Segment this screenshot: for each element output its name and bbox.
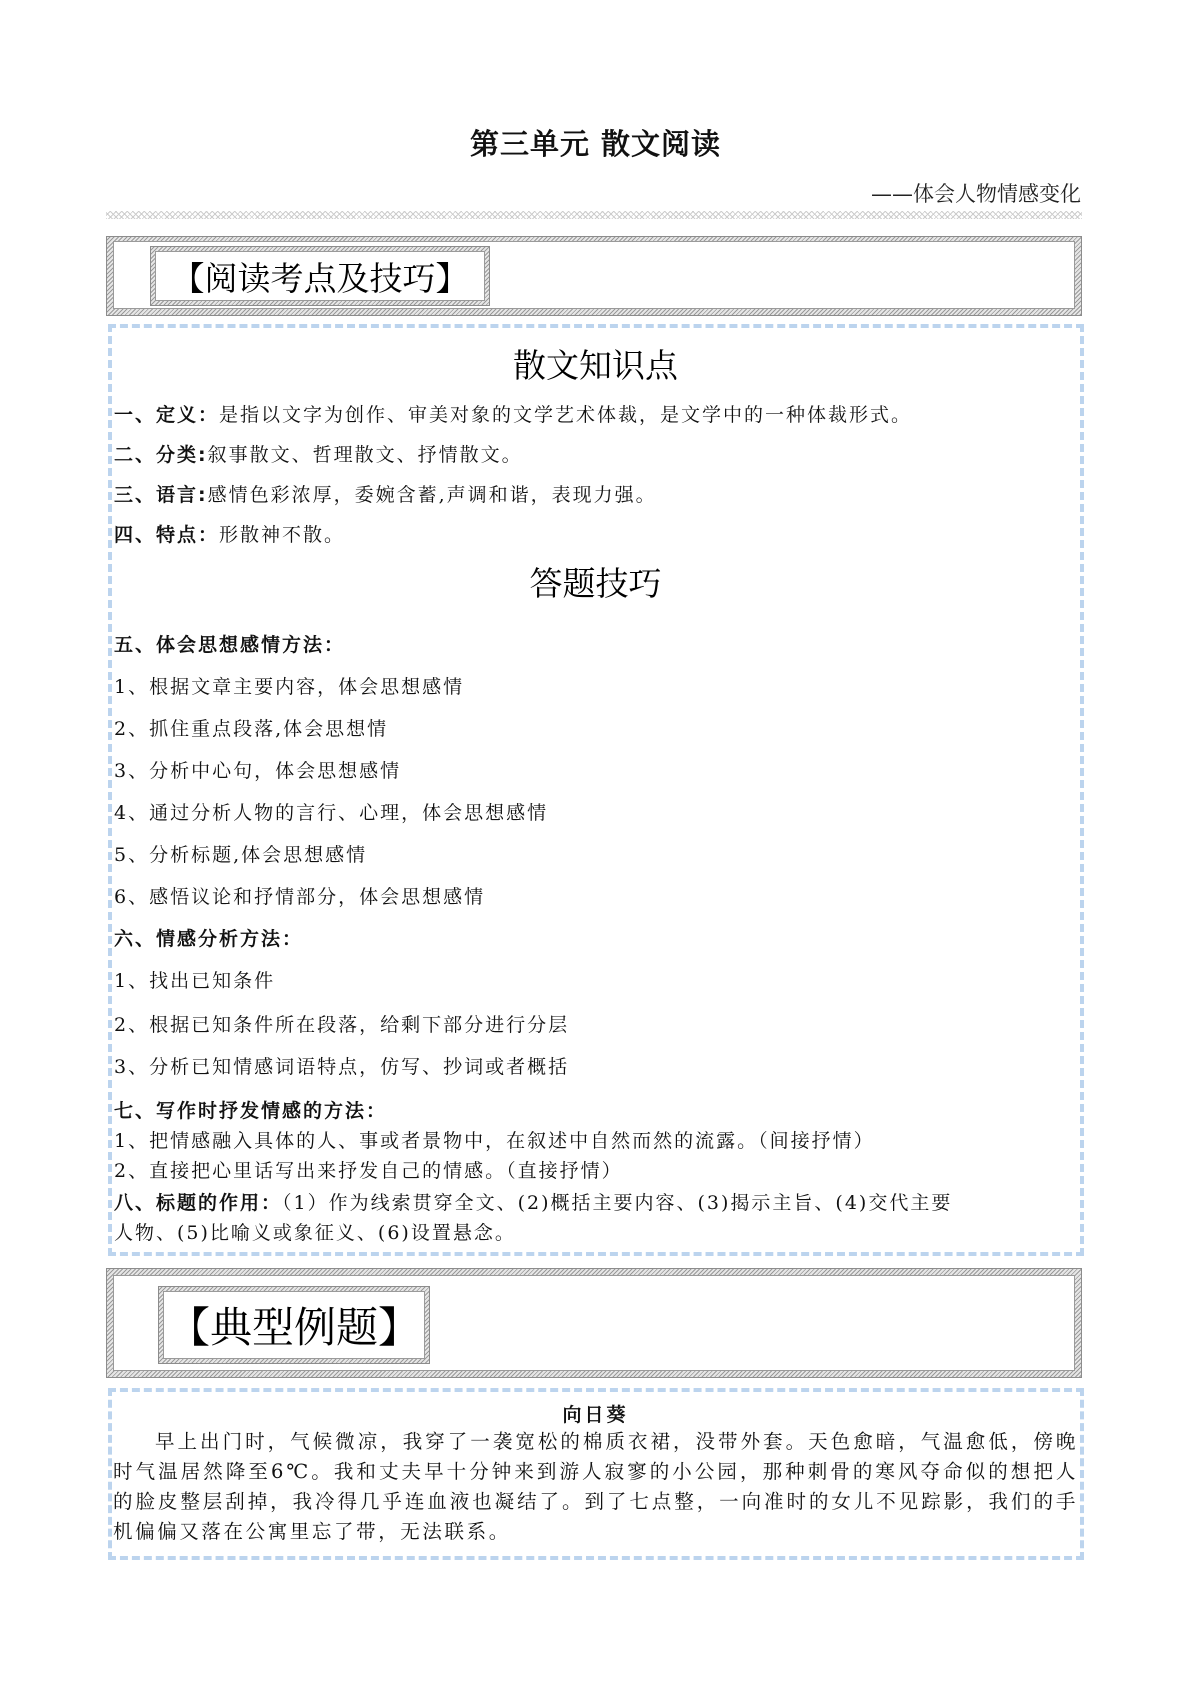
list-item: 6、感悟议论和抒情部分，体会思想感情: [114, 886, 486, 908]
section-badge-label: 【典型例题】: [164, 1292, 424, 1358]
list-item: 1、找出已知条件: [114, 970, 276, 992]
item-label: 二、分类:: [114, 444, 208, 466]
group8-line1: [114, 1188, 952, 1215]
page-title: 第三单元 散文阅读: [469, 127, 722, 161]
section-header-frame: [106, 1268, 1082, 1378]
list-item: 2、根据已知条件所在段落，给剩下部分进行分层: [114, 1014, 570, 1036]
list-item: 2、抓住重点段落,体会思想情: [114, 718, 389, 740]
list-item: 3、分析已知情感词语特点，仿写、抄词或者概括: [114, 1056, 570, 1078]
knowledge-item-definition: [114, 400, 912, 427]
item-text: 形散神不散。: [219, 524, 346, 546]
knowledge-item-feature: [114, 520, 345, 547]
knowledge-heading: 散文知识点: [513, 346, 678, 385]
section-badge-label: 【阅读考点及技巧】: [156, 252, 484, 300]
group8-line2: 人物、(5)比喻义或象征义、(6)设置悬念。: [114, 1222, 516, 1244]
item-label: 三、语言:: [114, 484, 208, 506]
item-text: 感情色彩浓厚，委婉含蓄,声调和谐，表现力强。: [207, 484, 657, 506]
section-header-frame: [106, 236, 1082, 316]
list-item: 1、根据文章主要内容，体会思想感情: [114, 676, 465, 698]
group7-label: [114, 1096, 387, 1123]
item-text: 是指以文字为创作、审美对象的文学艺术体裁，是文学中的一种体裁形式。: [219, 404, 913, 426]
item-label: 一、定义：: [114, 404, 220, 426]
group6-label: [114, 924, 303, 951]
list-item: 3、分析中心句，体会思想感情: [114, 760, 402, 782]
group8-text: （1）作为线索贯穿全文、(2)概括主要内容、(3)揭示主旨、(4)交代主要: [282, 1192, 953, 1214]
tips-heading: 答题技巧: [529, 564, 662, 603]
item-text: 叙事散文、哲理散文、抒情散文。: [207, 444, 523, 466]
group-label: 六、情感分析方法：: [114, 928, 304, 950]
list-item: 5、分析标题,体会思想感情: [114, 844, 368, 866]
essay-paragraph: 早上出门时，气候微凉，我穿了一袭宽松的棉质衣裙，没带外套。天色愈暗，气温愈低，傍晚时气温居然降至6℃。我和丈夫早十分钟来到游人寂寥的小公园，那种刺骨的寒风夺命似的想把人的脸皮整层刮掉，我冷得几乎连血液也凝结了。到了七点整，一向准时的女儿不见踪影，我们的手机偏偏又落在公寓里忘了带，无法联系。: [113, 1430, 1078, 1543]
group5-label: [114, 630, 345, 657]
essay-title: 向日葵: [562, 1404, 629, 1426]
section-badge: [158, 1286, 430, 1364]
group-label: 七、写作时抒发情感的方法：: [114, 1100, 388, 1122]
group-label: 八、标题的作用：: [114, 1192, 283, 1214]
knowledge-item-category: [114, 440, 523, 467]
list-item: 2、直接把心里话写出来抒发自己的情感。（直接抒情）: [114, 1160, 623, 1182]
page-subtitle: ——体会人物情感变化: [871, 182, 1081, 206]
list-item: 4、通过分析人物的言行、心理，体会思想感情: [114, 802, 549, 824]
item-label: 四、特点：: [114, 524, 220, 546]
zigzag-divider: [106, 211, 1082, 219]
group-label: 五、体会思想感情方法：: [114, 634, 346, 656]
list-item: 1、把情感融入具体的人、事或者景物中，在叙述中自然而然的流露。（间接抒情）: [114, 1130, 875, 1152]
knowledge-item-language: [114, 480, 657, 507]
section-badge: [150, 246, 490, 306]
